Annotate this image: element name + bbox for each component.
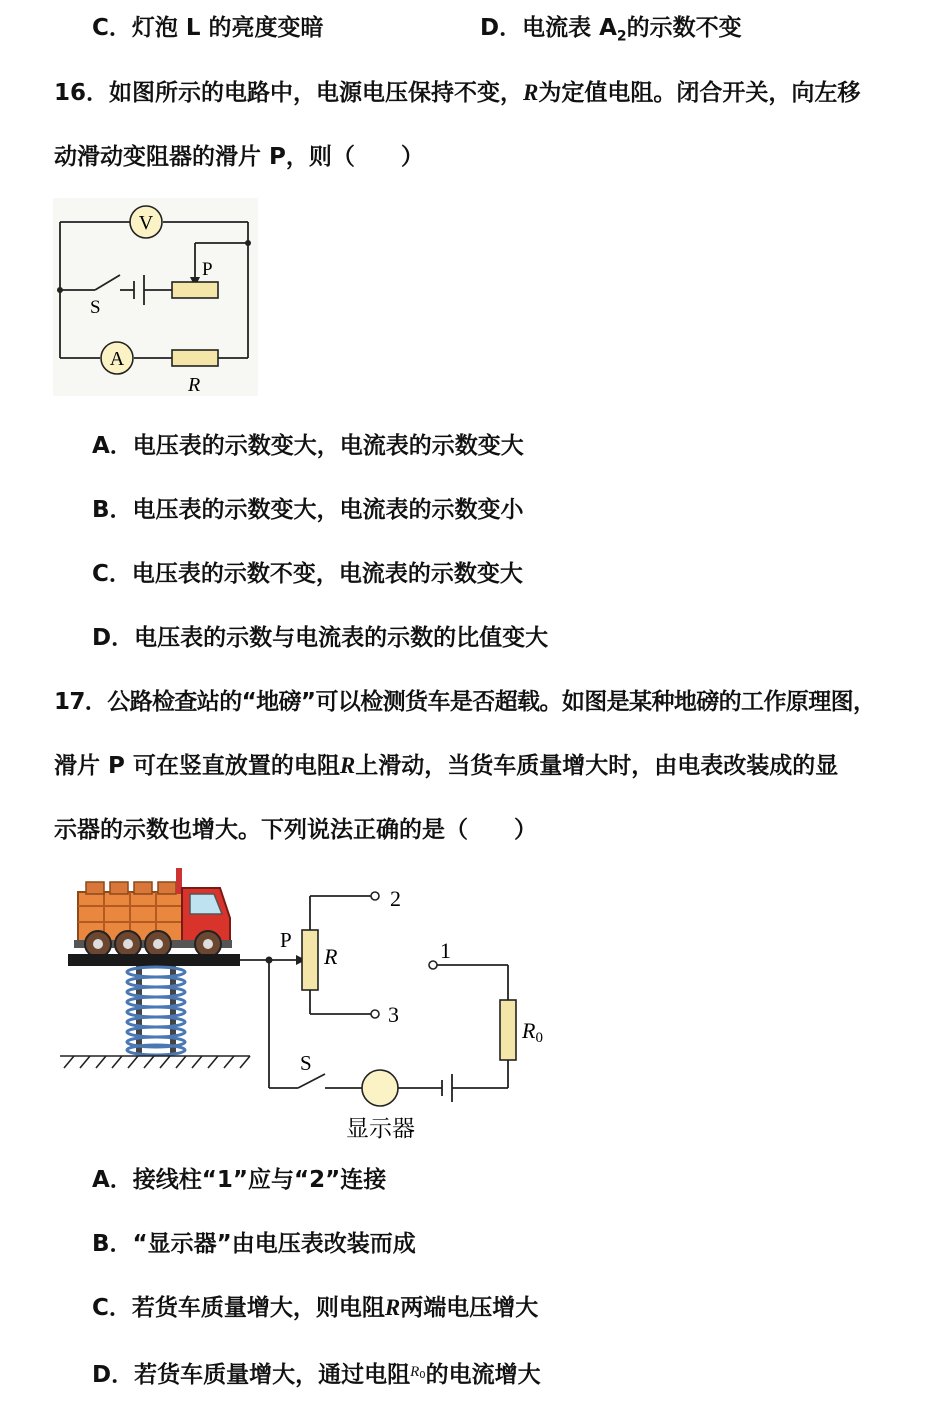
q16-resistor-label: R (188, 374, 201, 396)
ground-hatching (60, 1056, 250, 1068)
q17-option-c-b: 两端电压增大 (400, 1295, 539, 1321)
q17-slider-label: P (280, 928, 292, 952)
q17-option-d (92, 1356, 541, 1392)
q16-junction-right (245, 240, 251, 246)
q17-terminal-1 (429, 961, 437, 969)
truck-icon (74, 868, 232, 957)
q17-option-c-a: C．若货车质量增大，则电阻 (92, 1295, 385, 1321)
q17-resistor-r0-sub: 0 (535, 1030, 543, 1046)
q15-option-c: C．灯泡 L 的亮度变暗 (92, 15, 324, 41)
q17-wires (240, 896, 508, 1088)
q17-stem-line2 (54, 750, 838, 782)
q16-junction-left (57, 287, 63, 293)
q17-option-c-r: R (384, 1295, 401, 1320)
q16-option-b: B．电压表的示数变大，电流表的示数变小 (92, 497, 524, 523)
q16-stem-line2: 动滑动变阻器的滑片 P，则（ ） (54, 144, 424, 170)
q17-terminal-3-label: 3 (388, 1002, 399, 1027)
q17-display-meter-icon (362, 1070, 398, 1106)
q16-switch-label: S (90, 297, 101, 318)
spring-icon (127, 966, 185, 1055)
q16-option-a: A．电压表的示数变大，电流表的示数变大 (92, 433, 524, 459)
q16-option-d: D．电压表的示数与电流表的示数的比值变大 (92, 625, 549, 651)
q16-slider-label: P (202, 259, 213, 280)
q17-resistor-r-label: R (324, 944, 338, 969)
q17-stem-line2-b: 上滑动，当货车质量增大时，由电表改装成的显 (355, 753, 839, 779)
q17-stem-line1: 17．公路检查站的“地磅”可以检测货车是否超载。如图是某种地磅的工作原理图， (54, 689, 876, 715)
q17-terminal-1-label: 1 (440, 938, 451, 963)
q17-stem-line2-a: 滑片 P 可在竖直放置的电阻 (54, 753, 340, 779)
q17-stem-line3: 示器的示数也增大。下列说法正确的是（ ） (54, 817, 537, 843)
q16-stem-line1-a: 16．如图所示的电路中，电源电压保持不变， (54, 80, 524, 106)
q17-option-a: A．接线柱“1”应与“2”连接 (92, 1167, 387, 1193)
q15-option-d-suffix: 的示数不变 (626, 15, 742, 41)
weighbridge-platform (68, 954, 240, 966)
q17-switch-label: S (300, 1051, 312, 1075)
q16-circuit-diagram (50, 195, 265, 400)
q17-option-d-sub: 0 (419, 1370, 426, 1381)
q16-voltmeter-label: V (138, 212, 154, 234)
q16-ammeter-label: A (109, 348, 125, 370)
q17-option-b: B．“显示器”由电压表改装而成 (92, 1231, 416, 1257)
q17-option-d-a: D．若货车质量增大，通过电阻 (92, 1362, 411, 1388)
q17-option-d-b: 的电流增大 (425, 1362, 541, 1388)
q16-stem-line1 (54, 77, 860, 109)
q17-option-c (92, 1292, 538, 1324)
q16-rheostat (172, 282, 218, 298)
q15-option-d-sub: 2 (616, 28, 627, 45)
q17-option-d-r: R (410, 1364, 420, 1380)
q16-option-c: C．电压表的示数不变，电流表的示数变大 (92, 561, 523, 587)
q16-stem-line1-b: 为定值电阻。闭合开关，向左移 (538, 80, 861, 106)
q17-weighbridge-diagram (50, 860, 570, 1150)
q17-resistor-r (302, 930, 318, 990)
q17-resistor-r0-label (521, 1018, 543, 1046)
q17-resistor-r0-letter: R (522, 1018, 536, 1043)
q17-terminal-2 (371, 892, 379, 900)
q16-resistor-r (172, 350, 218, 366)
q17-resistor-r0 (500, 1000, 516, 1060)
q17-display-label: 显示器 (346, 1116, 415, 1141)
q17-terminal-2-label: 2 (390, 886, 401, 911)
q17-stem-line2-r: R (339, 753, 356, 778)
q15-option-d (480, 12, 742, 53)
q17-junction (266, 957, 273, 964)
q16-stem-line1-r: R (523, 80, 539, 105)
q17-terminal-3 (371, 1010, 379, 1018)
q15-option-d-prefix: D．电流表 A (480, 15, 617, 41)
